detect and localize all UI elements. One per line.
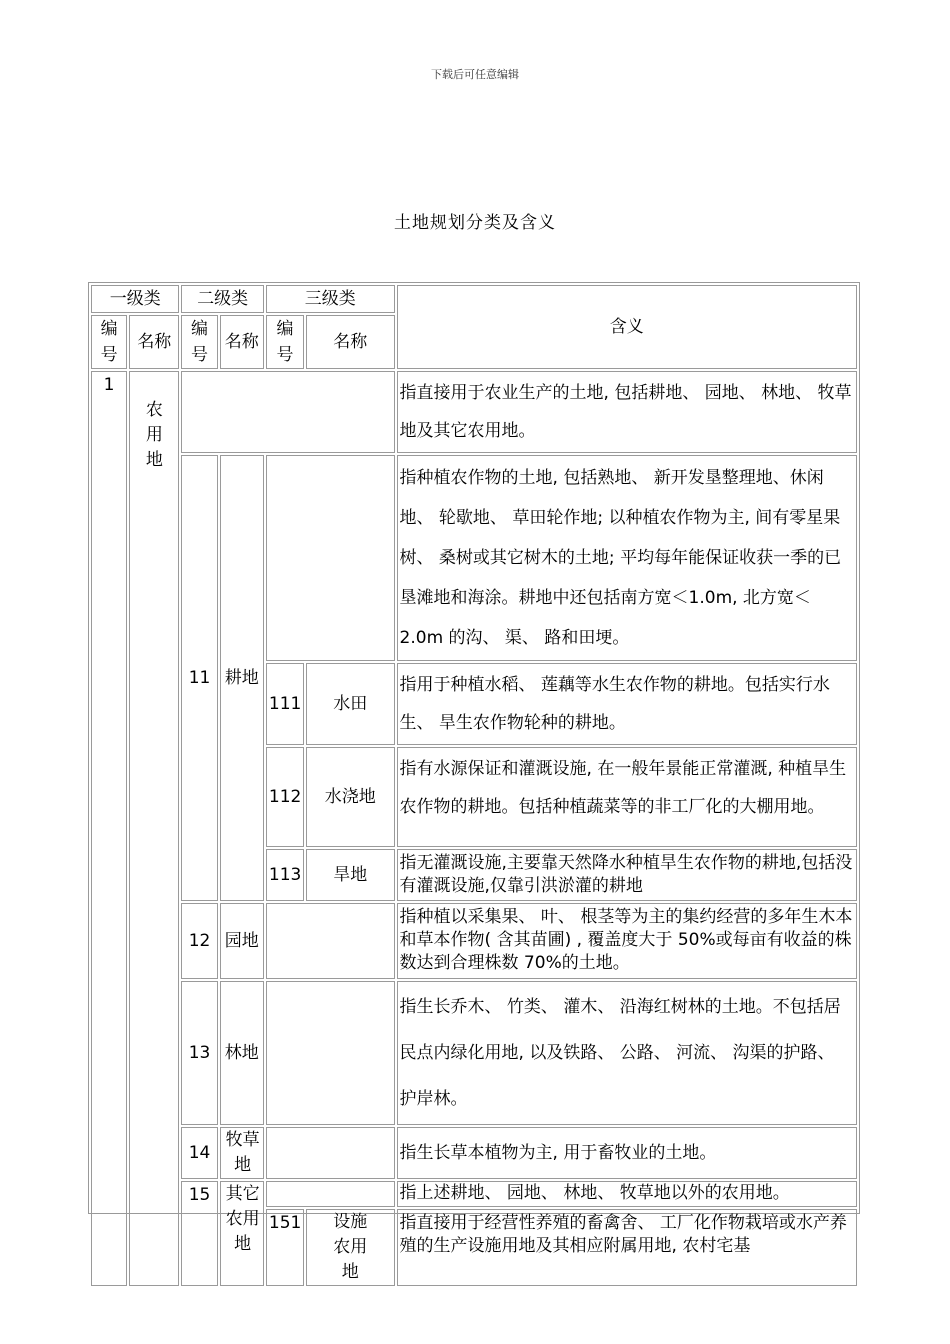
desc-13: 指生长乔木、 竹类、 灌木、 沿海红树林的土地。不包括居民点内绿化用地, 以及铁路、 公路、 河流、 沟渠的护路、 护岸林。 (397, 981, 857, 1125)
name-112: 水浇地 (306, 747, 394, 847)
name-11: 耕地 (220, 455, 264, 901)
level1-name: 农用地 (145, 400, 163, 470)
document-title: 土地规划分类及含义 (394, 213, 556, 233)
header-level1: 一级类 (91, 285, 179, 313)
desc-111: 指用于种植水稻、 莲藕等水生农作物的耕地。包括实行水生、 旱生农作物轮种的耕地。 (397, 663, 857, 745)
land-classification-table (88, 282, 860, 1282)
code-14: 14 (181, 1127, 217, 1179)
code-111: 111 (266, 663, 304, 745)
desc-151: 指直接用于经营性养殖的畜禽舍、 工厂化作物栽培或水产养殖的生产设施用地及其相应附属用地, 农村宅基 (397, 1209, 857, 1286)
code-12: 12 (181, 903, 217, 979)
header-meaning: 含义 (397, 285, 857, 369)
desc-14: 指生长草本植物为主, 用于畜牧业的土地。 (397, 1127, 857, 1179)
name-111: 水田 (306, 663, 394, 745)
page-header-note: 下载后可任意编辑 (431, 68, 519, 81)
desc-112: 指有水源保证和灌溉设施, 在一般年景能正常灌溉, 种植旱生农作物的耕地。包括种植蔬菜等的非工厂化的大棚用地。 (397, 747, 857, 847)
empty-cell (266, 1181, 395, 1207)
name-151-cell (306, 1209, 394, 1286)
desc-15: 指上述耕地、 园地、 林地、 牧草地以外的农用地。 (397, 1181, 857, 1207)
code-112: 112 (266, 747, 304, 847)
desc-12: 指种植以采集果、 叶、 根茎等为主的集约经营的多年生木本和草本作物( 含其苗圃) , 覆盖度大于 50%或每亩有收益的株数达到合理株数 70%的土地。 (397, 903, 857, 979)
code-11: 11 (181, 455, 217, 901)
name-14: 牧草地 (225, 1130, 260, 1175)
code-15: 15 (181, 1181, 217, 1286)
level1-code: 1 (91, 371, 127, 1286)
level1-desc: 指直接用于农业生产的土地, 包括耕地、 园地、 林地、 牧草地及其它农用地。 (397, 371, 857, 453)
desc-11: 指种植农作物的土地, 包括熟地、 新开发垦整理地、休闲地、 轮歇地、 草田轮作地; 以种植农作物为主, 间有零星果树、 桑树或其它树木的土地; 平均每年能保证收获一季的已垦滩地和海涂。耕地中还包括南方宽＜1.0m, 北方宽＜2.0m 的沟、 渠、 路和田埂。 (397, 455, 857, 661)
empty-cell (181, 371, 394, 453)
name-12: 园地 (220, 903, 264, 979)
code-151: 151 (266, 1209, 304, 1286)
header-name: 名称 (220, 315, 264, 369)
code-13: 13 (181, 981, 217, 1125)
name-151: 设施农用地 (333, 1212, 368, 1282)
header-name: 名称 (306, 315, 394, 369)
name-13: 林地 (220, 981, 264, 1125)
level1-name-cell (129, 371, 179, 1286)
code-113: 113 (266, 849, 304, 901)
header-code: 编号 (266, 315, 304, 369)
name-15: 其它农用地 (225, 1184, 260, 1254)
header-level3: 三级类 (266, 285, 395, 313)
name-15-cell (220, 1181, 264, 1286)
header-code: 编号 (181, 315, 217, 369)
header-level2: 二级类 (181, 285, 263, 313)
name-14-cell (220, 1127, 264, 1179)
header-name: 名称 (129, 315, 179, 369)
header-code: 编号 (91, 315, 127, 369)
name-113: 旱地 (306, 849, 394, 901)
empty-cell (266, 1127, 395, 1179)
empty-cell (266, 981, 395, 1125)
empty-cell (266, 455, 395, 661)
desc-113: 指无灌溉设施,主要靠天然降水种植旱生农作物的耕地,包括没有灌溉设施,仅靠引洪淤灌的耕地 (397, 849, 857, 901)
empty-cell (266, 903, 395, 979)
